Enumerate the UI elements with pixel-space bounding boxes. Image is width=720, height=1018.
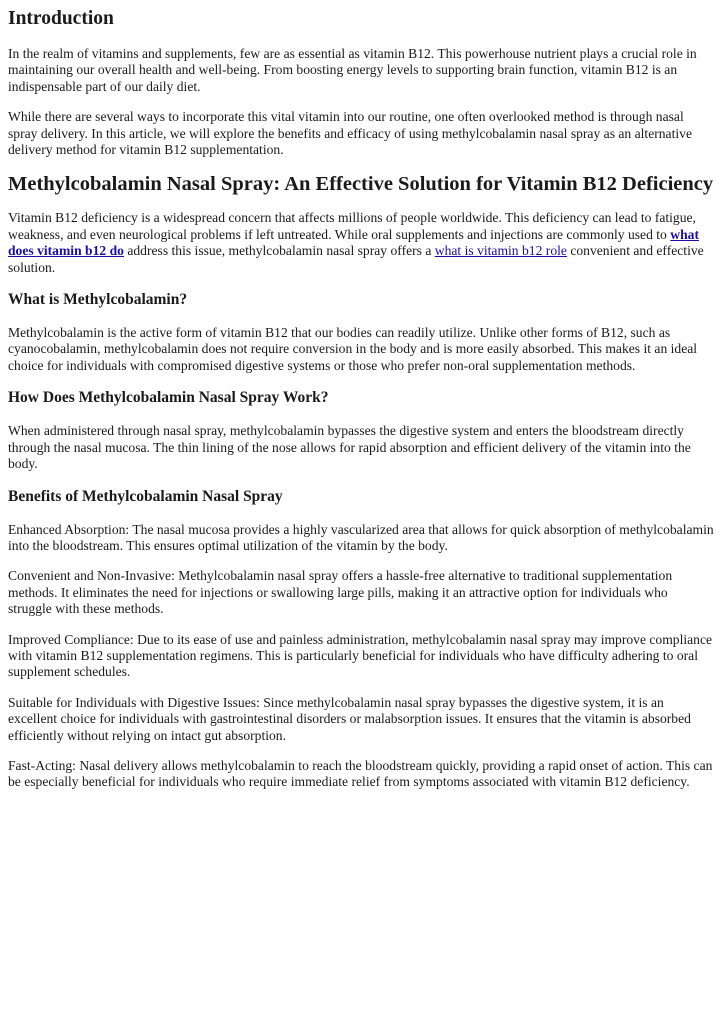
how-works-heading: How Does Methylcobalamin Nasal Spray Work? xyxy=(8,389,329,407)
benefit-item: Fast-Acting: Nasal delivery allows methylcobalamin to reach the bloodstream quickly, providing a rapid onset of action. This can be especially beneficial for individuals who require immediate relief from symptoms associated with vitamin B12 deficiency. xyxy=(8,757,713,790)
intro-heading: Introduction xyxy=(8,8,114,29)
benefits-heading: Benefits of Methylcobalamin Nasal Spray xyxy=(8,487,283,505)
benefit-item: Improved Compliance: Due to its ease of use and painless administration, methylcobalamin nasal spray may improve compliance with vitamin B12 supplementation regimens. This is particularly beneficial for individuals who have difficulty adhering to oral supplement schedules. xyxy=(8,631,713,680)
main-paragraph-text-1: Vitamin B12 deficiency is a widespread concern that affects millions of people worldwide. This deficiency can lead to fatigue, weakness, and even neurological problems if left untreated. While oral supplements and injections are commonly used to xyxy=(8,210,696,242)
main-heading: Methylcobalamin Nasal Spray: An Effective Solution for Vitamin B12 Deficiency xyxy=(8,173,714,196)
intro-paragraph-2: While there are several ways to incorporate this vital vitamin into our routine, one often overlooked method is through nasal spray delivery. In this article, we will explore the benefits and efficacy of using methylcobalamin nasal spray as an alternative delivery method for vitamin B12 supplementation. xyxy=(8,109,692,158)
intro-paragraph-1: In the realm of vitamins and supplements, few are as essential as vitamin B12. This powerhouse nutrient plays a crucial role in maintaining our overall health and well-being. From boosting energy levels to supporting brain function, vitamin B12 is an indispensable part of our daily diet. xyxy=(8,46,697,94)
main-paragraph-text-3: convenient and effective solution. xyxy=(8,243,704,275)
benefit-item: Convenient and Non-Invasive: Methylcobalamin nasal spray offers a hassle-free alternative to traditional supplementation methods. It eliminates the need for injections or swallowing large pills, making it an attractive option for individuals who struggle with these methods. xyxy=(8,568,673,617)
what-does-vitamin-b12-do-link[interactable]: what does vitamin b12 do xyxy=(8,226,699,259)
what-is-vitamin-b12-role-link[interactable]: what is vitamin b12 role xyxy=(434,243,567,259)
how-works-paragraph: When administered through nasal spray, methylcobalamin bypasses the digestive system and enters the bloodstream directly through the nasal mucosa. The thin lining of the nose allows for rapid absorption and efficient delivery of the vitamin into the body. xyxy=(8,423,691,472)
benefit-item: Enhanced Absorption: The nasal mucosa provides a highly vascularized area that allows for quick absorption of methylcobalamin into the bloodstream. This ensures optimal utilization of the vitamin by the body. xyxy=(8,521,714,553)
main-paragraph xyxy=(8,210,714,276)
document-page xyxy=(8,0,714,805)
main-paragraph-text-2: address this issue, methylcobalamin nasal spray offers a xyxy=(123,243,435,259)
benefit-item: Suitable for Individuals with Digestive Issues: Since methylcobalamin nasal spray bypasses the digestive system, it is an excellent choice for individuals with gastrointestinal disorders or malabsorption issues. It ensures that the vitamin is absorbed efficiently without relying on intact gut absorption. xyxy=(8,694,691,743)
what-is-paragraph: Methylcobalamin is the active form of vitamin B12 that our bodies can readily utilize. Unlike other forms of B12, such as cyanocobalamin, methylcobalamin does not require conversion in the body and is more easily absorbed. This makes it an ideal choice for individuals with compromised digestive systems or those who prefer non-oral supplementation methods. xyxy=(8,325,698,373)
what-is-heading: What is Methylcobalamin? xyxy=(8,291,188,309)
